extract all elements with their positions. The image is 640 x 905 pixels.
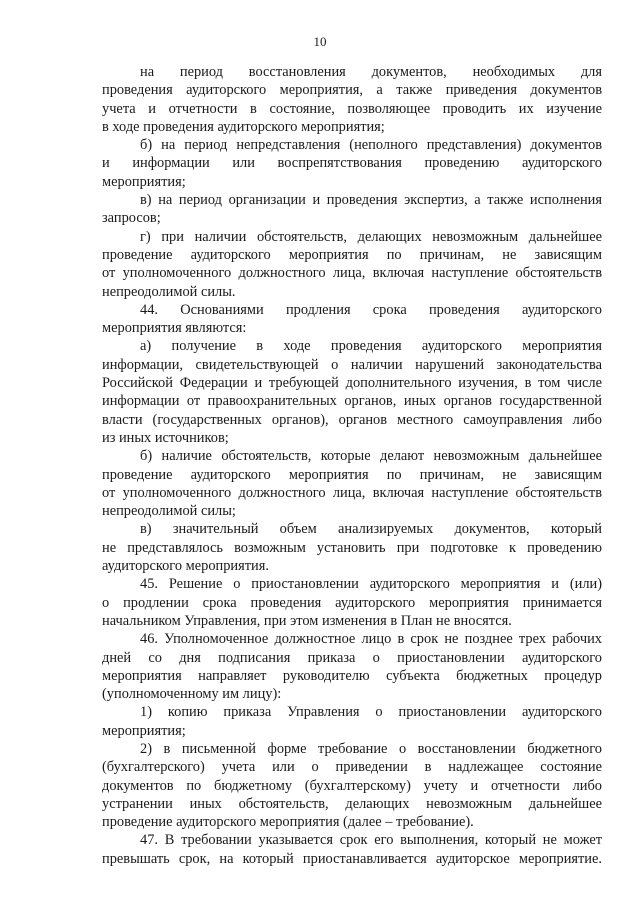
text-line: непреодолимой силы;: [102, 503, 236, 520]
text-line: мероприятия направляет руководителю субъекта бюджетных процедур: [102, 667, 602, 684]
text-line: г) при наличии обстоятельств, делающих невозможным дальнейшее: [140, 228, 602, 245]
text-line: дней со дня подписания приказа о приостановлении аудиторского: [102, 649, 602, 666]
text-line: мероприятия являются:: [102, 320, 247, 337]
text-line: о продлении срока проведения аудиторского мероприятия принимается: [102, 594, 602, 611]
text-line: 1) копию приказа Управления о приостановлении аудиторского: [140, 704, 602, 721]
text-line: а) получение в ходе проведения аудиторского мероприятия: [140, 338, 602, 355]
text-line: 47. В требовании указывается срок его выполнения, который не может: [140, 832, 602, 849]
text-line: информации от правоохранительных органов, иных органов государственной: [102, 393, 602, 410]
page-number: 10: [313, 34, 327, 49]
text-line: в) на период организации и проведения экспертиз, а также исполнения: [140, 192, 602, 209]
text-line: документов по бюджетному (бухгалтерскому) учету и отчетности либо: [102, 777, 602, 794]
text-line: превышать срок, на который приостанавливается аудиторское мероприятие.: [102, 850, 602, 867]
text-line: проведения аудиторского мероприятия, а также приведения документов: [102, 82, 602, 99]
text-line: от уполномоченного должностного лица, включая наступление обстоятельств: [102, 484, 602, 501]
text-line: проведение аудиторского мероприятия (далее – требование).: [102, 814, 474, 831]
text-line: мероприятия;: [102, 722, 186, 739]
text-line: Российской Федерации и требующей дополнительного изучения, в том числе: [102, 375, 602, 392]
text-line: учета и отчетности в состояние, позволяющее проводить их изучение: [102, 100, 602, 117]
text-line: информации, свидетельствующей о наличии нарушений законодательства: [102, 356, 602, 373]
text-line: на период восстановления документов, необходимых для: [140, 64, 602, 80]
text-line: не представлялось возможным установить при подготовке к проведению: [102, 539, 602, 556]
text-line: проведение аудиторского мероприятия по причинам, не зависящим: [102, 246, 602, 263]
text-line: б) наличие обстоятельств, которые делают невозможным дальнейшее: [140, 448, 602, 465]
text-line: 45. Решение о приостановлении аудиторского мероприятия и (или): [140, 576, 602, 593]
text-line: аудиторского мероприятия.: [102, 558, 269, 575]
text-line: мероприятия;: [102, 173, 186, 190]
text-line: б) на период непредставления (неполного представления) документов: [140, 137, 602, 154]
text-line: устранении иных обстоятельств, делающих невозможным дальнейшее: [102, 795, 602, 812]
text-line: власти (государственных органов), органов местного самоуправления либо: [102, 411, 602, 428]
text-line: 44. Основаниями продления срока проведения аудиторского: [140, 301, 602, 318]
text-line: и информации или воспрепятствования проведению аудиторского: [102, 155, 602, 172]
text-line: в) значительный объем анализируемых документов, который: [140, 521, 602, 538]
text-line: непреодолимой силы.: [102, 283, 236, 300]
text-line: из иных источников;: [102, 429, 229, 446]
text-line: начальником Управления, при этом изменения в План не вносятся.: [102, 612, 512, 629]
text-line: 46. Уполномоченное должностное лицо в срок не позднее трех рабочих: [140, 631, 602, 648]
text-line: запросов;: [102, 210, 161, 227]
text-line: (бухгалтерского) учета или о приведении в надлежащее состояние: [102, 759, 602, 776]
text-line: от уполномоченного должностного лица, включая наступление обстоятельств: [102, 265, 602, 282]
text-line: проведение аудиторского мероприятия по причинам, не зависящим: [102, 466, 602, 483]
text-line: 2) в письменной форме требование о восстановлении бюджетного: [140, 740, 602, 757]
text-line: (уполномоченному им лицу):: [102, 686, 282, 703]
text-line: в ходе проведения аудиторского мероприятия;: [102, 118, 385, 135]
document-body: [102, 63, 602, 868]
